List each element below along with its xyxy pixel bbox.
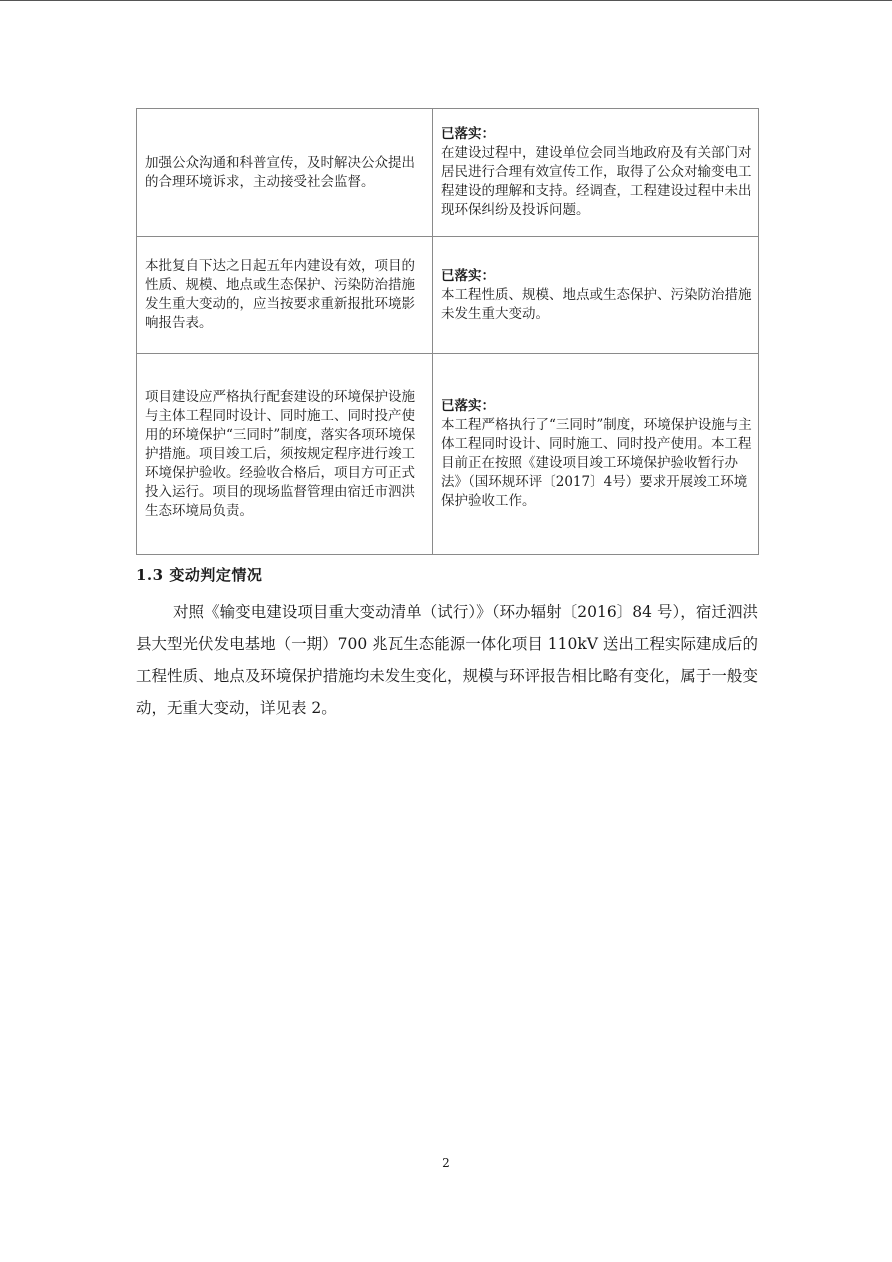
status-label: 已落实： — [441, 267, 495, 284]
section-paragraph: 对照《输变电建设项目重大变动清单（试行）》（环办辐射〔2016〕84 号），宿迁泗洪县大型光伏发电基地（一期）700 兆瓦生态能源一体化项目 110kV 送出工程实际建成后的工程性质、地点及环境保护措施均未发生变化，规模与环评报告相比略有变化，属于一般变动，无重大变动，详见表 2。 — [136, 603, 758, 717]
table-row — [137, 109, 759, 237]
section-heading: 1.3 变动判定情况 — [136, 566, 263, 584]
requirement-cell: 项目建设应严格执行配套建设的环境保护设施与主体工程同时设计、同时施工、同时投产使用的环境保护“三同时”制度，落实各项环境保护措施。项目竣工后，须按规定程序进行竣工环境保护验收。经验收合格后，项目方可正式投入运行。项目的现场监督管理由宿迁市泗洪生态环境局负责。 — [137, 354, 433, 555]
page-number: 2 — [442, 1156, 450, 1170]
page-top-rule — [0, 0, 892, 1]
implementation-detail: 在建设过程中，建设单位会同当地政府及有关部门对居民进行合理有效宣传工作，取得了公众对输变电工程建设的理解和支持。经调查，工程建设过程中未出现环保纠纷及投诉问题。 — [441, 145, 752, 218]
table-row — [137, 354, 759, 555]
requirements-table — [136, 108, 759, 555]
status-label: 已落实： — [441, 398, 495, 414]
requirement-cell: 本批复自下达之日起五年内建设有效，项目的性质、规模、地点或生态保护、污染防治措施发生重大变动的，应当按要求重新报批环境影响报告表。 — [137, 237, 433, 354]
table-row — [137, 237, 759, 354]
implementation-cell — [433, 237, 759, 354]
implementation-cell — [433, 109, 759, 237]
implementation-detail: 本工程严格执行了“三同时”制度，环境保护设施与主体工程同时设计、同时施工、同时投产使用。本工程目前正在按照《建设项目竣工环境保护验收暂行办法》（国环规环评〔2017〕4号）要求开展竣工环境保护验收工作。 — [441, 417, 752, 509]
implementation-detail: 本工程性质、规模、地点或生态保护、污染防治措施未发生重大变动。 — [441, 286, 752, 322]
requirement-cell: 加强公众沟通和科普宣传，及时解决公众提出的合理环境诉求，主动接受社会监督。 — [137, 109, 433, 237]
status-label: 已落实： — [441, 126, 495, 142]
implementation-cell — [433, 354, 759, 555]
